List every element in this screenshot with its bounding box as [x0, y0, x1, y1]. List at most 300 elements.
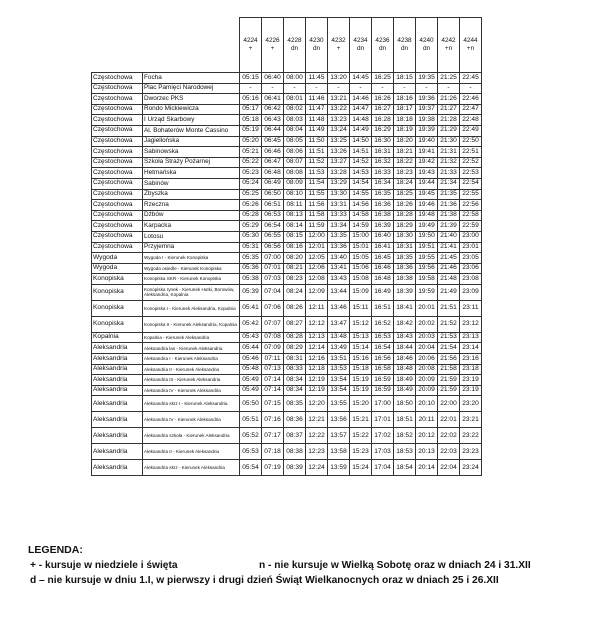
- time-cell: 08:08: [284, 168, 306, 179]
- time-cell: 19:56: [416, 263, 438, 274]
- time-cell: 16:28: [372, 115, 394, 126]
- course-header-4232: [328, 18, 350, 73]
- time-cell: 19:45: [416, 189, 438, 200]
- table-row: [92, 343, 482, 354]
- time-cell: 06:44: [262, 125, 284, 136]
- table-row: [92, 364, 482, 375]
- time-cell: 16:34: [372, 178, 394, 189]
- town-cell: Częstochowa: [92, 168, 143, 179]
- time-cell: 18:22: [394, 157, 416, 168]
- time-cell: 13:44: [328, 284, 350, 300]
- timetable: [91, 17, 482, 476]
- stop-cell: Kopalnia - Kierunek Aleksandria: [143, 332, 240, 343]
- town-cell: Aleksandria: [92, 364, 143, 375]
- stop-cell: Dworzec PKS: [143, 94, 240, 105]
- time-cell: 21:33: [438, 168, 460, 179]
- time-cell: 12:16: [306, 354, 328, 365]
- time-cell: 16:32: [372, 157, 394, 168]
- town-cell: Częstochowa: [92, 221, 143, 232]
- time-cell: 07:01: [262, 263, 284, 274]
- time-cell: 19:58: [416, 274, 438, 285]
- time-cell: 22:55: [460, 189, 482, 200]
- time-cell: 17:01: [372, 412, 394, 428]
- time-cell: 07:03: [262, 274, 284, 285]
- time-cell: 21:32: [438, 157, 460, 168]
- time-cell: 08:21: [284, 263, 306, 274]
- time-cell: 05:22: [240, 157, 262, 168]
- stop-cell: Jagiellońska: [143, 136, 240, 147]
- time-cell: 14:54: [350, 178, 372, 189]
- time-cell: 13:59: [328, 460, 350, 476]
- legend-n: n - nie kursuje w Wielką Sobotę oraz w dniach 24 i 31.XII: [259, 560, 531, 571]
- time-cell: 19:39: [416, 125, 438, 136]
- time-cell: 07:04: [262, 284, 284, 300]
- stop-cell: Wygoda osiedle - Kierunek Konopiska: [143, 263, 240, 274]
- time-cell: 14:52: [350, 157, 372, 168]
- table-row: [92, 428, 482, 444]
- time-cell: -: [240, 83, 262, 94]
- stop-cell: Aleksandria I - Kierunek Aleksandria: [143, 354, 240, 365]
- time-cell: 13:48: [328, 332, 350, 343]
- time-cell: 06:41: [262, 94, 284, 105]
- table-row: [92, 210, 482, 221]
- time-cell: 19:48: [416, 210, 438, 221]
- time-cell: 21:25: [438, 73, 460, 84]
- time-cell: 08:07: [284, 157, 306, 168]
- time-cell: 07:15: [262, 396, 284, 412]
- time-cell: 06:45: [262, 136, 284, 147]
- time-cell: 22:03: [438, 444, 460, 460]
- time-cell: 18:16: [394, 94, 416, 105]
- time-cell: 16:39: [372, 221, 394, 232]
- time-cell: -: [438, 83, 460, 94]
- time-cell: 12:18: [306, 364, 328, 375]
- time-cell: 12:22: [306, 428, 328, 444]
- course-header-4240: [416, 18, 438, 73]
- stop-cell: Plac Pamięci Narodowej: [143, 83, 240, 94]
- town-cell: Aleksandria: [92, 444, 143, 460]
- time-cell: 15:16: [350, 354, 372, 365]
- stop-cell: Aleksandria IV - Kierunek Aleksandria: [143, 385, 240, 396]
- time-cell: 15:18: [350, 364, 372, 375]
- time-cell: 05:26: [240, 200, 262, 211]
- time-cell: 07:13: [262, 364, 284, 375]
- time-cell: 23:11: [460, 300, 482, 316]
- time-cell: 22:01: [438, 412, 460, 428]
- time-cell: 20:11: [416, 412, 438, 428]
- time-cell: 16:49: [372, 284, 394, 300]
- course-header-4242: [438, 18, 460, 73]
- time-cell: 08:03: [284, 115, 306, 126]
- course-number: 4240: [419, 36, 434, 44]
- time-cell: 13:57: [328, 428, 350, 444]
- time-cell: 05:46: [240, 354, 262, 365]
- course-header-4234: [350, 18, 372, 73]
- time-cell: 21:34: [438, 178, 460, 189]
- time-cell: 19:59: [416, 284, 438, 300]
- time-cell: 16:53: [372, 332, 394, 343]
- course-number: 4232: [331, 36, 346, 44]
- time-cell: 14:45: [350, 73, 372, 84]
- town-cell: Aleksandria: [92, 385, 143, 396]
- time-cell: 18:49: [394, 375, 416, 386]
- time-cell: 18:54: [394, 460, 416, 476]
- time-cell: 11:54: [306, 178, 328, 189]
- time-cell: 08:04: [284, 125, 306, 136]
- time-cell: 11:55: [306, 189, 328, 200]
- table-row: [92, 136, 482, 147]
- time-cell: 08:13: [284, 210, 306, 221]
- stop-cell: Rzeczna: [143, 200, 240, 211]
- time-cell: 23:06: [460, 263, 482, 274]
- time-cell: 18:17: [394, 104, 416, 115]
- town-cell: Częstochowa: [92, 231, 143, 242]
- time-cell: 16:46: [372, 263, 394, 274]
- time-cell: 05:42: [240, 316, 262, 332]
- time-cell: 08:20: [284, 253, 306, 264]
- time-cell: 16:59: [372, 375, 394, 386]
- time-cell: 11:47: [306, 104, 328, 115]
- table-row: [92, 189, 482, 200]
- header-blank-stop: [143, 18, 240, 73]
- town-cell: Częstochowa: [92, 73, 143, 84]
- time-cell: 21:28: [438, 115, 460, 126]
- time-cell: 18:43: [394, 332, 416, 343]
- time-cell: 08:24: [284, 284, 306, 300]
- time-cell: 15:20: [350, 396, 372, 412]
- time-cell: 12:06: [306, 263, 328, 274]
- course-mark: +: [270, 45, 275, 52]
- time-cell: 16:26: [372, 94, 394, 105]
- town-cell: Aleksandria: [92, 412, 143, 428]
- time-cell: 15:11: [350, 300, 372, 316]
- time-cell: -: [372, 83, 394, 94]
- time-cell: 08:10: [284, 189, 306, 200]
- time-cell: -: [328, 83, 350, 94]
- time-cell: 13:55: [328, 396, 350, 412]
- time-cell: 08:36: [284, 412, 306, 428]
- time-cell: 19:51: [416, 242, 438, 253]
- table-row: [92, 412, 482, 428]
- time-cell: 21:54: [438, 343, 460, 354]
- legend-plus: [30, 560, 178, 571]
- time-cell: 18:42: [394, 316, 416, 332]
- time-cell: 13:31: [328, 200, 350, 211]
- time-cell: 20:09: [416, 375, 438, 386]
- town-cell: Częstochowa: [92, 115, 143, 126]
- time-cell: 13:53: [328, 364, 350, 375]
- time-cell: 18:21: [394, 147, 416, 158]
- time-cell: 21:31: [438, 147, 460, 158]
- time-cell: 12:09: [306, 284, 328, 300]
- time-cell: 18:50: [394, 396, 416, 412]
- legend-title: LEGENDA:: [28, 544, 83, 556]
- town-cell: Częstochowa: [92, 210, 143, 221]
- time-cell: 08:31: [284, 354, 306, 365]
- town-cell: Częstochowa: [92, 94, 143, 105]
- time-cell: 14:59: [350, 221, 372, 232]
- course-mark: dn: [378, 45, 387, 52]
- table-row: [92, 354, 482, 365]
- time-cell: 05:23: [240, 168, 262, 179]
- time-cell: 18:52: [394, 428, 416, 444]
- time-cell: 07:00: [262, 253, 284, 264]
- table-row: [92, 178, 482, 189]
- time-cell: 05:41: [240, 300, 262, 316]
- time-cell: 06:42: [262, 104, 284, 115]
- stop-cell: Aleksandria II - Kierunek Aleksandria: [143, 444, 240, 460]
- time-cell: 19:35: [416, 73, 438, 84]
- time-cell: 14:55: [350, 189, 372, 200]
- stop-cell: Zbyszka: [143, 189, 240, 200]
- time-cell: 18:46: [394, 354, 416, 365]
- time-cell: 05:16: [240, 94, 262, 105]
- time-cell: 08:14: [284, 221, 306, 232]
- time-cell: 15:13: [350, 332, 372, 343]
- time-cell: 22:56: [460, 200, 482, 211]
- time-cell: 17:00: [372, 396, 394, 412]
- time-cell: 15:01: [350, 242, 372, 253]
- time-cell: 08:23: [284, 274, 306, 285]
- town-cell: Konopiska: [92, 284, 143, 300]
- time-cell: 13:54: [328, 385, 350, 396]
- stop-cell: Szkoła Straży Pożarnej: [143, 157, 240, 168]
- time-cell: 16:30: [372, 136, 394, 147]
- time-cell: 14:48: [350, 115, 372, 126]
- town-cell: Aleksandria: [92, 396, 143, 412]
- legend-plus-text: kursuje w niedziele i święta: [45, 560, 178, 571]
- time-cell: 23:20: [460, 396, 482, 412]
- time-cell: 12:20: [306, 396, 328, 412]
- time-cell: 19:41: [416, 147, 438, 158]
- time-cell: 23:16: [460, 354, 482, 365]
- stop-cell: Konopiska II - Kierunek Aleksandria, Kopalnia: [143, 316, 240, 332]
- time-cell: 21:29: [438, 125, 460, 136]
- time-cell: 16:36: [372, 200, 394, 211]
- table-row: [92, 168, 482, 179]
- time-cell: 23:13: [460, 332, 482, 343]
- time-cell: 13:58: [328, 444, 350, 460]
- stop-cell: Focha: [143, 73, 240, 84]
- stop-cell: Aleksandria las - Kierunek Aleksandria: [143, 343, 240, 354]
- time-cell: 17:02: [372, 428, 394, 444]
- time-cell: 13:33: [328, 210, 350, 221]
- table-row: [92, 242, 482, 253]
- course-mark: dn: [312, 45, 321, 52]
- time-cell: 22:59: [460, 221, 482, 232]
- time-cell: 05:19: [240, 125, 262, 136]
- time-cell: 07:14: [262, 385, 284, 396]
- time-cell: 07:18: [262, 444, 284, 460]
- time-cell: 16:38: [372, 210, 394, 221]
- table-row: [92, 115, 482, 126]
- time-cell: 12:08: [306, 274, 328, 285]
- time-cell: 08:02: [284, 104, 306, 115]
- time-cell: 13:30: [328, 189, 350, 200]
- time-cell: 11:49: [306, 125, 328, 136]
- time-cell: 16:41: [372, 242, 394, 253]
- stop-cell: Sabinów: [143, 178, 240, 189]
- time-cell: 08:39: [284, 460, 306, 476]
- time-cell: 19:42: [416, 157, 438, 168]
- time-cell: 16:58: [372, 364, 394, 375]
- time-cell: 06:50: [262, 189, 284, 200]
- stop-cell: Konopiska rynek - Kierunek Hutki, Borowów, Aleksandria, Kopalnia: [143, 284, 240, 300]
- time-cell: 21:51: [438, 300, 460, 316]
- time-cell: 11:48: [306, 115, 328, 126]
- time-cell: 18:39: [394, 284, 416, 300]
- time-cell: 08:35: [284, 396, 306, 412]
- time-cell: 08:29: [284, 343, 306, 354]
- time-cell: 06:55: [262, 231, 284, 242]
- time-cell: 14:49: [350, 125, 372, 136]
- town-cell: Wygoda: [92, 263, 143, 274]
- time-cell: 05:29: [240, 221, 262, 232]
- time-cell: 08:11: [284, 200, 306, 211]
- time-cell: 21:40: [438, 231, 460, 242]
- town-cell: Wygoda: [92, 253, 143, 264]
- time-cell: 13:56: [328, 412, 350, 428]
- time-cell: 15:19: [350, 385, 372, 396]
- time-cell: 08:26: [284, 300, 306, 316]
- time-cell: 12:11: [306, 300, 328, 316]
- time-cell: 23:19: [460, 375, 482, 386]
- time-cell: 05:21: [240, 147, 262, 158]
- time-cell: 15:05: [350, 253, 372, 264]
- time-cell: 06:54: [262, 221, 284, 232]
- time-cell: 08:15: [284, 231, 306, 242]
- time-cell: 22:51: [460, 147, 482, 158]
- time-cell: 20:12: [416, 428, 438, 444]
- time-cell: 08:01: [284, 94, 306, 105]
- town-cell: Konopiska: [92, 300, 143, 316]
- time-cell: 22:54: [460, 178, 482, 189]
- time-cell: 08:34: [284, 375, 306, 386]
- time-cell: 05:52: [240, 428, 262, 444]
- stop-cell: Przyjemna: [143, 242, 240, 253]
- time-cell: 16:51: [372, 300, 394, 316]
- time-cell: 20:04: [416, 343, 438, 354]
- time-cell: 18:49: [394, 385, 416, 396]
- town-cell: Częstochowa: [92, 104, 143, 115]
- time-cell: 05:15: [240, 73, 262, 84]
- time-cell: 19:44: [416, 178, 438, 189]
- time-cell: 18:36: [394, 263, 416, 274]
- time-cell: 05:49: [240, 375, 262, 386]
- time-cell: 15:19: [350, 375, 372, 386]
- time-cell: 18:44: [394, 343, 416, 354]
- time-cell: 23:08: [460, 274, 482, 285]
- course-header-4236: [372, 18, 394, 73]
- stop-cell: Hetmańska: [143, 168, 240, 179]
- time-cell: 11:59: [306, 221, 328, 232]
- time-cell: 21:41: [438, 242, 460, 253]
- time-cell: 13:29: [328, 178, 350, 189]
- time-cell: 06:48: [262, 168, 284, 179]
- time-cell: 18:24: [394, 178, 416, 189]
- time-cell: 15:24: [350, 460, 372, 476]
- time-cell: 08:05: [284, 136, 306, 147]
- table-row: [92, 284, 482, 300]
- time-cell: 13:34: [328, 221, 350, 232]
- timetable-body: [92, 73, 482, 476]
- course-number: 4224: [243, 36, 258, 44]
- time-cell: 11:45: [306, 73, 328, 84]
- time-cell: 21:45: [438, 253, 460, 264]
- time-cell: 13:36: [328, 242, 350, 253]
- time-cell: 13:43: [328, 274, 350, 285]
- time-cell: 08:34: [284, 385, 306, 396]
- time-cell: 20:13: [416, 444, 438, 460]
- course-number: 4242: [441, 36, 456, 44]
- time-cell: 05:43: [240, 332, 262, 343]
- time-cell: 13:24: [328, 125, 350, 136]
- time-cell: 22:52: [460, 157, 482, 168]
- course-header-4230: [306, 18, 328, 73]
- time-cell: 22:47: [460, 104, 482, 115]
- time-cell: 06:56: [262, 242, 284, 253]
- time-cell: 08:09: [284, 178, 306, 189]
- town-cell: Częstochowa: [92, 242, 143, 253]
- time-cell: 21:52: [438, 316, 460, 332]
- time-cell: 21:27: [438, 104, 460, 115]
- time-cell: -: [394, 83, 416, 94]
- course-header-4224: [240, 18, 262, 73]
- time-cell: 22:53: [460, 168, 482, 179]
- time-cell: 23:24: [460, 460, 482, 476]
- course-mark: +: [336, 45, 341, 52]
- time-cell: 15:00: [350, 231, 372, 242]
- course-mark: +: [248, 45, 253, 52]
- time-cell: 06:46: [262, 147, 284, 158]
- time-cell: 20:09: [416, 385, 438, 396]
- town-cell: Aleksandria: [92, 354, 143, 365]
- time-cell: 22:04: [438, 460, 460, 476]
- stop-cell: Konopiska SKR - Kierunek Konopiska: [143, 274, 240, 285]
- time-cell: 18:28: [394, 210, 416, 221]
- time-cell: 16:25: [372, 73, 394, 84]
- stop-cell: Dźbów: [143, 210, 240, 221]
- table-row: [92, 316, 482, 332]
- time-cell: 18:35: [394, 253, 416, 264]
- time-cell: 21:38: [438, 210, 460, 221]
- time-cell: 08:28: [284, 332, 306, 343]
- time-cell: 18:53: [394, 444, 416, 460]
- time-cell: 05:25: [240, 189, 262, 200]
- time-cell: 14:50: [350, 136, 372, 147]
- time-cell: 23:22: [460, 428, 482, 444]
- stop-cell: Aleksandria skrz I - Kierunek Aleksandria: [143, 396, 240, 412]
- town-cell: Częstochowa: [92, 136, 143, 147]
- time-cell: 23:23: [460, 444, 482, 460]
- course-number: 4226: [265, 36, 280, 44]
- time-cell: 20:08: [416, 364, 438, 375]
- town-cell: Częstochowa: [92, 157, 143, 168]
- time-cell: 18:20: [394, 136, 416, 147]
- time-cell: 19:38: [416, 115, 438, 126]
- time-cell: 15:09: [350, 284, 372, 300]
- stop-cell: Rondo Mickiewicza: [143, 104, 240, 115]
- time-cell: 21:46: [438, 263, 460, 274]
- course-mark: dn: [400, 45, 409, 52]
- time-cell: 21:39: [438, 221, 460, 232]
- time-cell: 16:56: [372, 354, 394, 365]
- time-cell: 23:05: [460, 253, 482, 264]
- time-cell: 12:19: [306, 375, 328, 386]
- stop-cell: Aleksandria II - Kierunek Aleksandria: [143, 364, 240, 375]
- table-row: [92, 147, 482, 158]
- time-cell: 13:23: [328, 115, 350, 126]
